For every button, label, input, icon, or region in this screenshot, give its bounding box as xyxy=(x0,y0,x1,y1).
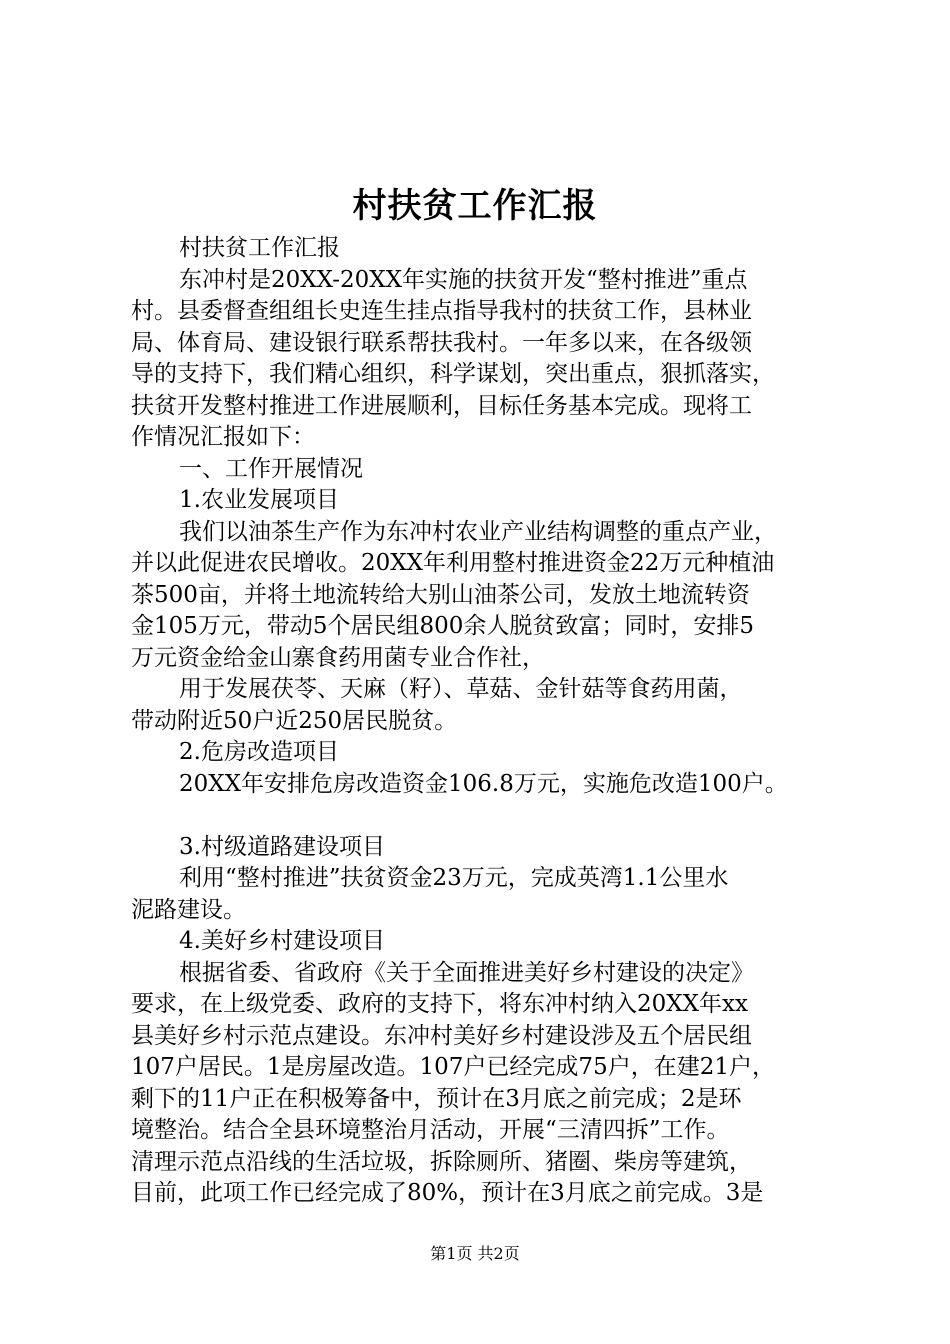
document-body xyxy=(131,233,851,1210)
text-line: 用于发展茯苓、天麻（籽）、草菇、金针菇等食药用菌， xyxy=(179,676,743,702)
text-line: 4.美好乡村建设项目 xyxy=(179,928,385,954)
text-line: 要求，在上级党委、政府的支持下，将东冲村纳入20XX年xx xyxy=(131,991,748,1017)
text-line: 107户居民。1是房屋改造。107户已经完成75户，在建21户， xyxy=(131,1054,775,1080)
text-line: 东冲村是20XX-20XX年实施的扶贫开发“整村推进”重点 xyxy=(179,266,748,293)
text-line: 带动附近50户近250居民脱贫。 xyxy=(131,707,458,734)
text-line: 泥路建设。 xyxy=(131,896,246,923)
text-line: 茶500亩，并将土地流转给大别山油茶公司，发放土地流转资 xyxy=(131,581,750,608)
text-line: 目前，此项工作已经完成了80%，预计在3月底之前完成。3是 xyxy=(131,1180,764,1206)
text-line: 县美好乡村示范点建设。东冲村美好乡村建设涉及五个居民组 xyxy=(131,1022,752,1049)
text-line: 一、工作开展情况 xyxy=(179,455,363,482)
text-line: 万元资金给金山寨食药用菌专业合作社， xyxy=(131,644,545,671)
page-footer: 第1页 共2页 xyxy=(430,1244,520,1263)
text-line: 剩下的11户正在积极筹备中，预计在3月底之前完成；2是环 xyxy=(131,1085,742,1112)
text-line: 2.危房改造项目 xyxy=(179,739,339,765)
text-line: 清理示范点沿线的生活垃圾，拆除厕所、猪圈、柴房等建筑， xyxy=(131,1148,752,1175)
text-line: 并以此促进农民增收。20XX年利用整村推进资金22万元种植油 xyxy=(131,550,775,576)
text-line: 局、体育局、建设银行联系帮扶我村。一年多以来，在各级领 xyxy=(131,329,752,356)
text-line: 根据省委、省政府《关于全面推进美好乡村建设的决定》 xyxy=(179,959,754,986)
text-line: 3.村级道路建设项目 xyxy=(179,833,385,860)
text-line: 20XX年安排危房改造资金106.8万元，实施危改造100户。 xyxy=(179,770,788,797)
document-title: 村扶贫工作汇报 xyxy=(352,186,598,226)
text-line: 村。县委督查组组长史连生挂点指导我村的扶贫工作，县林业 xyxy=(131,298,752,324)
blank-line xyxy=(131,800,851,832)
text-line: 1.农业发展项目 xyxy=(179,487,339,513)
text-line: 境整治。结合全县环境整治月活动，开展“三清四拆”工作。 xyxy=(131,1117,730,1143)
text-line: 我们以油茶生产作为东冲村农业产业结构调整的重点产业， xyxy=(179,518,777,545)
text-line: 村扶贫工作汇报 xyxy=(179,235,340,261)
text-line: 扶贫开发整村推进工作进展顺利，目标任务基本完成。现将工 xyxy=(131,392,752,419)
text-line: 利用“整村推进”扶贫资金23万元，完成英湾1.1公里水 xyxy=(179,865,729,891)
text-line: 作情况汇报如下： xyxy=(131,424,315,450)
text-line: 导的支持下，我们精心组织，科学谋划，突出重点，狠抓落实， xyxy=(131,361,775,387)
text-line: 金105万元，带动5个居民组800余人脱贫致富；同时，安排5 xyxy=(131,613,755,639)
